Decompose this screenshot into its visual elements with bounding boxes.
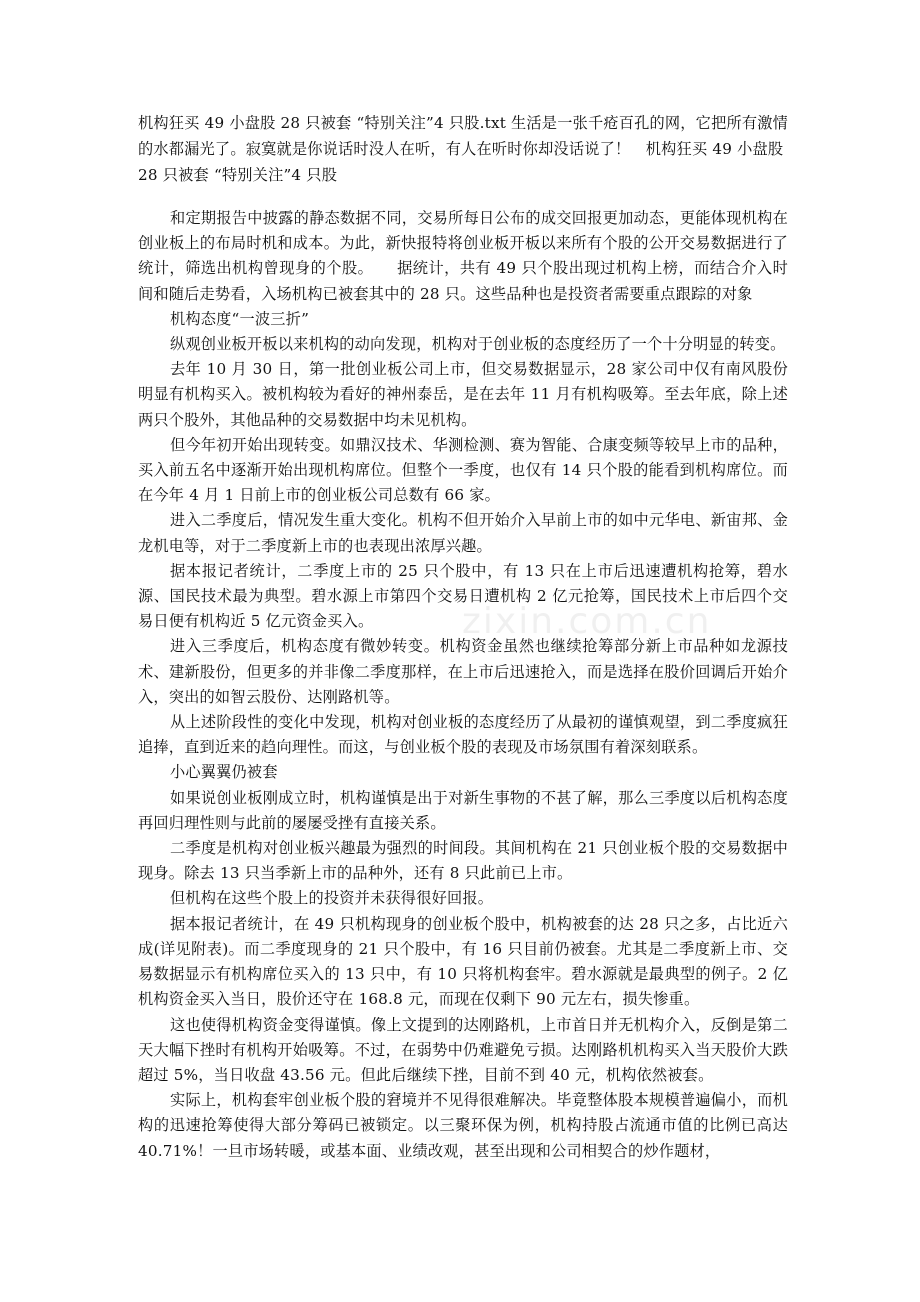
section-heading: 机构态度“一波三折” <box>170 309 310 328</box>
paragraph: 这也使得机构资金变得谨慎。像上文提到的达刚路机，上市首日并无机构介入，反倒是第二天大幅下挫时有机构开始吸筹。不过，在弱势中仍难避免亏损。达刚路机机构买入当天股价大跌超过 5%，当日收盘 43.56 元。但此后继续下挫，目前不到 40 元，机构依然被套。 <box>138 1015 788 1084</box>
paragraph: 但今年初开始出现转变。如鼎汉技术、华测检测、赛为智能、合康变频等较早上市的品种，买入前五名中逐渐开始出现机构席位。但整个一季度，也仅有 14 只个股的能看到机构席位。而在今年 4 月 1 日前上市的创业板公司总数有 66 家。 <box>138 435 788 505</box>
document-body <box>138 206 788 1164</box>
paragraph: 进入三季度后，机构态度有微妙转变。机构资金虽然也继续抢筹部分新上市品种如龙源技术、建新股份，但更多的并非像二季度那样，在上市后迅速抢入，而是选择在股价回调后开始介入，突出的如智云股份、达刚路机等。 <box>138 637 788 706</box>
section-heading: 小心翼翼仍被套 <box>170 763 278 782</box>
paragraph: 据本报记者统计，在 49 只机构现身的创业板个股中，机构被套的达 28 只之多，占比近六成(详见附表)。而二季度现身的 21 只个股中，有 16 只目前仍被套。尤其是二季度新上市、交易数据显示有机构席位买入的 13 只中，有 10 只将机构套牢。碧水源就是最典型的例子。2 亿机构资金买入当日，股价还守在 168.8 元，而现在仅剩下 90 元左右，损失惨重。 <box>138 914 788 1009</box>
paragraph: 去年 10 月 30 日，第一批创业板公司上市，但交易数据显示，28 家公司中仅有南风股份明显有机构买入。被机构较为看好的神州泰岳，是在去年 11 月有机构吸筹。至去年底，除上述两只个股外，其他品种的交易数据中均未见机构。 <box>138 360 788 429</box>
paragraph: 从上述阶段性的变化中发现，机构对创业板的态度经历了从最初的谨慎观望，到二季度疯狂追捧，直到近来的趋向理性。而这，与创业板个股的表现及市场氛围有着深刻联系。 <box>138 713 788 757</box>
paragraph: 如果说创业板刚成立时，机构谨慎是出于对新生事物的不甚了解，那么三季度以后机构态度再回归理性则与此前的屡屡受挫有直接关系。 <box>138 788 788 832</box>
paragraph: 和定期报告中披露的静态数据不同，交易所每日公布的成交回报更加动态，更能体现机构在创业板上的布局时机和成本。为此，新快报特将创业板开板以来所有个股的公开交易数据进行了统计，筛选出机构曾现身的个股。 据统计，共有 49 只个股出现过机构上榜，而结合介入时间和随后走势看，入场机构已被套其中的 28 只。这些品种也是投资者需要重点跟踪的对象 <box>138 209 788 303</box>
paragraph: 二季度是机构对创业板兴趣最为强烈的时间段。其间机构在 21 只创业板个股的交易数据中现身。除去 13 只当季新上市的品种外，还有 8 只此前已上市。 <box>138 839 788 883</box>
paragraph: 实际上，机构套牢创业板个股的窘境并不见得很难解决。毕竟整体股本规模普遍偏小，而机构的迅速抢筹使得大部分筹码已被锁定。以三聚环保为例，机构持股占流通市值的比例已高达 40.71%！一旦市场转暖，或基本面、业绩改观，甚至出现和公司相契合的炒作题材， <box>138 1091 788 1160</box>
watermark: zixin.com.cn <box>462 601 712 642</box>
document-header: 机构狂买 49 小盘股 28 只被套 “特别关注”4 只股.txt 生活是一张千疮百孔的网，它把所有激情的水都漏光了。寂寞就是你说话时没人在听，有人在听时你却没话说了！ 机构狂买 49 小盘股 28 只被套 “特别关注”4 只股 <box>138 114 789 184</box>
paragraph: 进入二季度后，情况发生重大变化。机构不但开始介入早前上市的如中元华电、新宙邦、金龙机电等，对于二季度新上市的也表现出浓厚兴趣。 <box>138 511 788 555</box>
paragraph: 但机构在这些个股上的投资并未获得很好回报。 <box>170 889 494 908</box>
paragraph: 据本报记者统计，二季度上市的 25 只个股中，有 13 只在上市后迅速遭机构抢筹，碧水源、国民技术最为典型。碧水源上市第四个交易日遭机构 2 亿元抢筹，国民技术上市后四个交易日便有机构近 5 亿元资金买入。 <box>138 561 788 631</box>
paragraph: 纵观创业板开板以来机构的动向发现，机构对于创业板的态度经历了一个十分明显的转变。 <box>170 335 786 354</box>
